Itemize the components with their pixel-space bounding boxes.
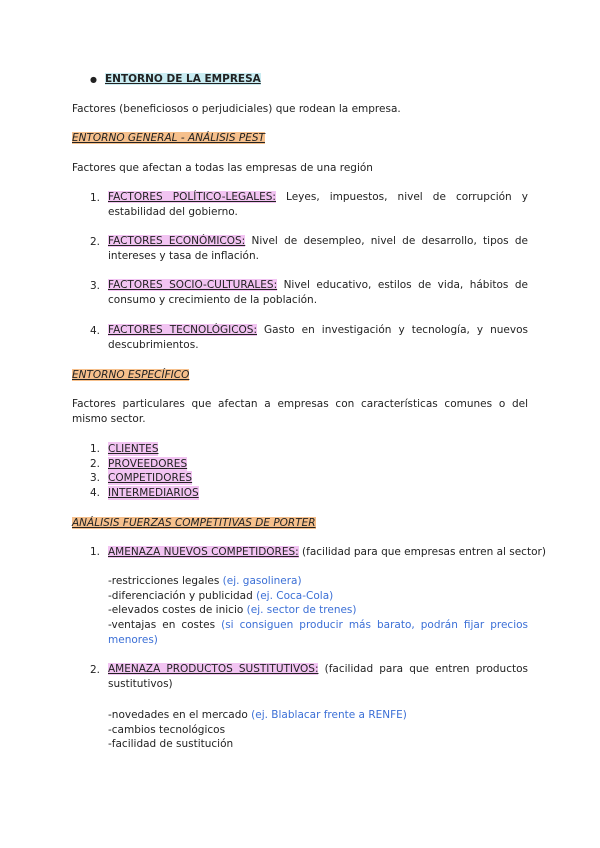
list-text: Gasto en investigación y tecnología, y nuevos descubrimientos.: [108, 324, 529, 351]
list-label: AMENAZA NUEVOS COMPETIDORES:: [108, 546, 299, 558]
list-label: AMENAZA PRODUCTOS SUSTITUTIVOS:: [108, 663, 319, 675]
specific-description: Factores particulares que afectan a empresas con características comunes o del mismo sector.: [72, 398, 528, 425]
list-number: 4.: [89, 487, 100, 499]
sub-item: -diferenciación y publicidad (ej. Coca-Cola): [108, 590, 334, 602]
list-label: FACTORES TECNOLÓGICOS:: [108, 324, 257, 336]
list-number: 2.: [89, 664, 100, 676]
list-label: COMPETIDORES: [108, 472, 193, 484]
intro-text: Factores (beneficiosos o perjudiciales) que rodean la empresa.: [72, 103, 401, 115]
specific-title: ENTORNO ESPECÍFICO: [72, 369, 190, 381]
list-number: 1.: [89, 192, 100, 204]
list-text: Nivel educativo, estilos de vida, hábitos de consumo y crecimiento de la población.: [108, 279, 528, 306]
sub-item: -elevados costes de inicio (ej. sector de trenes): [108, 604, 357, 616]
list-number: 3.: [89, 472, 100, 484]
list-text: (facilidad para que entren productos sustitutivos): [108, 663, 528, 690]
list-number: 2.: [89, 236, 100, 248]
list-label: FACTORES SOCIO-CULTURALES:: [108, 279, 278, 291]
sub-item: -facilidad de sustitución: [108, 738, 234, 750]
list-label: INTERMEDIARIOS: [108, 487, 199, 499]
list-number: 1.: [89, 546, 100, 558]
sub-item: -ventajas en costes (si consiguen producir más barato, podrán fijar precios menores): [108, 619, 529, 646]
general-title: ENTORNO GENERAL - ANÁLISIS PEST: [72, 132, 265, 144]
list-number: 3.: [89, 280, 100, 292]
list-text: Leyes, impuestos, nivel de corrupción y estabilidad del gobierno.: [108, 191, 528, 218]
list-label: FACTORES ECONÓMICOS:: [108, 235, 246, 247]
bullet-icon: ●: [90, 75, 97, 84]
sub-item: -cambios tecnológicos: [108, 724, 226, 736]
list-text: (facilidad para que empresas entren al sector): [298, 546, 546, 558]
list-number: 1.: [89, 443, 100, 455]
list-number: 2.: [89, 458, 100, 470]
general-description: Factores que afectan a todas las empresas de una región: [72, 162, 373, 174]
list-label: PROVEEDORES: [108, 458, 188, 470]
sub-item: -restricciones legales (ej. gasolinera): [108, 575, 302, 587]
list-label: FACTORES POLÍTICO-LEGALES:: [108, 191, 276, 203]
list-number: 4.: [89, 325, 100, 337]
list-text: Nivel de desempleo, nivel de desarrollo, tipos de intereses y tasa de inflación.: [108, 235, 528, 262]
sub-item: -novedades en el mercado (ej. Blablacar frente a RENFE): [108, 709, 407, 721]
porter-title: ANÁLISIS FUERZAS COMPETITIVAS DE PORTER: [72, 517, 316, 529]
heading-title: ENTORNO DE LA EMPRESA: [104, 73, 261, 85]
section-heading: [90, 72, 261, 87]
list-label: CLIENTES: [108, 443, 159, 455]
